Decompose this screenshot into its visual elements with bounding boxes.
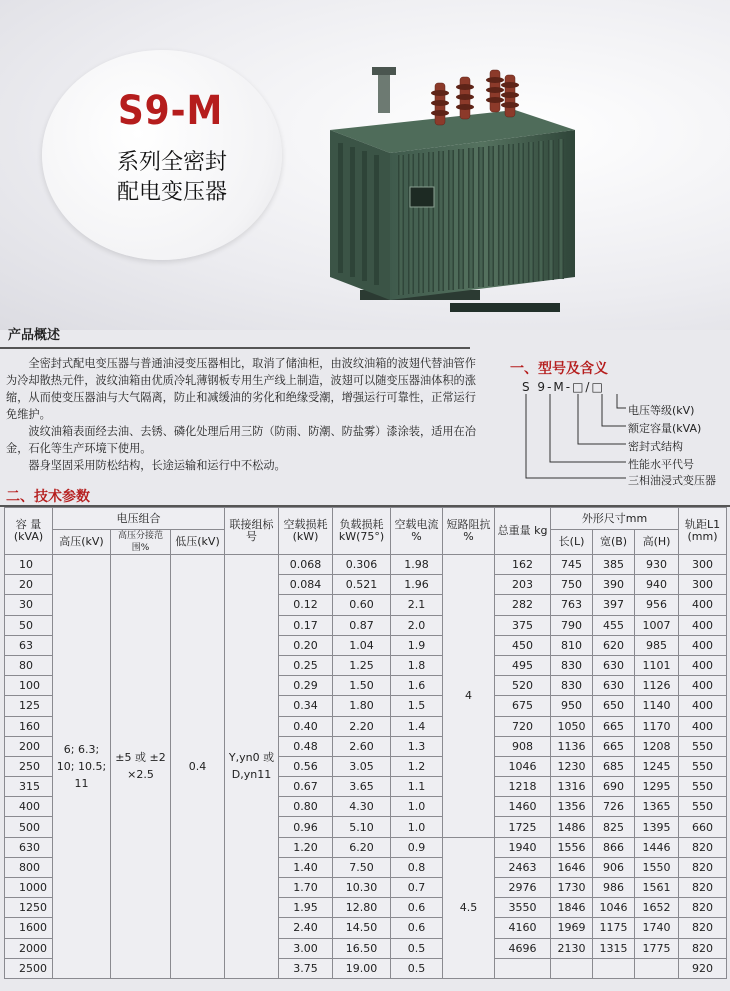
product-name-line1: 系列全密封 (116, 150, 227, 175)
cell-load-loss: 0.306 (333, 555, 391, 575)
cell-weight: 520 (495, 676, 551, 696)
cell-capacity: 2500 (5, 958, 53, 978)
cell-gauge: 820 (679, 857, 727, 877)
cell-capacity: 20 (5, 575, 53, 595)
cell-gauge: 300 (679, 555, 727, 575)
cell-gauge: 660 (679, 817, 727, 837)
cell-height (635, 958, 679, 978)
cell-height: 1652 (635, 898, 679, 918)
cell-height: 1170 (635, 716, 679, 736)
cell-no-load-loss: 0.34 (279, 696, 333, 716)
cell-load-loss: 1.04 (333, 635, 391, 655)
header-dimensions: 外形尺寸mm (551, 508, 679, 530)
cell-no-load-current: 0.8 (391, 857, 443, 877)
cell-width (593, 958, 635, 978)
header-tap-range: 高压分接范围% (111, 530, 171, 555)
cell-weight: 1046 (495, 756, 551, 776)
cell-width: 650 (593, 696, 635, 716)
cell-length: 745 (551, 555, 593, 575)
cell-weight: 4160 (495, 918, 551, 938)
cell-weight: 375 (495, 615, 551, 635)
cell-length: 1230 (551, 756, 593, 776)
header-lv: 低压(kV) (171, 530, 225, 555)
overview-text (6, 355, 476, 474)
cell-no-load-loss: 1.20 (279, 837, 333, 857)
cell-height: 1740 (635, 918, 679, 938)
cell-weight: 1218 (495, 777, 551, 797)
cell-width: 455 (593, 615, 635, 635)
cell-weight: 908 (495, 736, 551, 756)
cell-capacity: 400 (5, 797, 53, 817)
cell-height: 1446 (635, 837, 679, 857)
cell-height: 1775 (635, 938, 679, 958)
cell-no-load-loss: 0.20 (279, 635, 333, 655)
cell-gauge: 550 (679, 777, 727, 797)
cell-width: 385 (593, 555, 635, 575)
cell-length: 763 (551, 595, 593, 615)
cell-load-loss: 19.00 (333, 958, 391, 978)
cell-no-load-current: 1.6 (391, 676, 443, 696)
cell-no-load-current: 1.96 (391, 575, 443, 595)
cell-width: 726 (593, 797, 635, 817)
cell-capacity: 1600 (5, 918, 53, 938)
cell-capacity: 500 (5, 817, 53, 837)
cell-no-load-current: 0.5 (391, 938, 443, 958)
cell-weight: 2976 (495, 878, 551, 898)
cell-width: 665 (593, 716, 635, 736)
cell-load-loss: 1.25 (333, 655, 391, 675)
cell-no-load-loss: 0.29 (279, 676, 333, 696)
cell-length: 810 (551, 635, 593, 655)
cell-capacity: 630 (5, 837, 53, 857)
cell-capacity: 30 (5, 595, 53, 615)
cell-hv-merged: 6; 6.3; 10; 10.5; 11 (53, 555, 111, 979)
cell-no-load-current: 1.1 (391, 777, 443, 797)
overview-paragraph: 波纹油箱表面经去油、去锈、磷化处理后用三防（防雨、防潮、防盐雾）漆涂装，适用在冶金，石化等生产环境下使用。 (6, 425, 476, 455)
cell-width: 690 (593, 777, 635, 797)
cell-no-load-loss: 0.48 (279, 736, 333, 756)
header-hv: 高压(kV) (53, 530, 111, 555)
cell-no-load-current: 0.5 (391, 958, 443, 978)
cell-capacity: 10 (5, 555, 53, 575)
cell-no-load-loss: 3.75 (279, 958, 333, 978)
cell-width: 825 (593, 817, 635, 837)
cell-no-load-current: 0.7 (391, 878, 443, 898)
cell-weight: 162 (495, 555, 551, 575)
cell-tap-merged: ±5 或 ±2 ×2.5 (111, 555, 171, 979)
cell-capacity: 160 (5, 716, 53, 736)
cell-weight: 720 (495, 716, 551, 736)
cell-gauge: 920 (679, 958, 727, 978)
cell-weight: 4696 (495, 938, 551, 958)
cell-capacity: 800 (5, 857, 53, 877)
cell-length: 2130 (551, 938, 593, 958)
cell-no-load-loss: 0.40 (279, 716, 333, 736)
cell-width: 630 (593, 676, 635, 696)
cell-no-load-current: 0.6 (391, 918, 443, 938)
cell-width: 665 (593, 736, 635, 756)
cell-impedance-merged: 4 (443, 555, 495, 838)
model-item-voltage: 电压等级(kV) (628, 404, 695, 417)
cell-no-load-current: 1.9 (391, 635, 443, 655)
cell-no-load-current: 1.8 (391, 655, 443, 675)
cell-gauge: 550 (679, 736, 727, 756)
cell-height: 930 (635, 555, 679, 575)
cell-height: 1126 (635, 676, 679, 696)
cell-weight: 2463 (495, 857, 551, 877)
cell-gauge: 820 (679, 837, 727, 857)
cell-no-load-current: 1.0 (391, 817, 443, 837)
cell-no-load-current: 1.4 (391, 716, 443, 736)
header-weight: 总重量 kg (495, 508, 551, 555)
cell-length: 1356 (551, 797, 593, 817)
cell-width: 1175 (593, 918, 635, 938)
cell-gauge: 820 (679, 918, 727, 938)
cell-length: 830 (551, 676, 593, 696)
model-item-capacity: 额定容量(kVA) (628, 422, 702, 435)
cell-gauge: 400 (679, 696, 727, 716)
cell-gauge: 550 (679, 756, 727, 776)
cell-length: 790 (551, 615, 593, 635)
cell-gauge: 400 (679, 716, 727, 736)
cell-capacity: 250 (5, 756, 53, 776)
cell-width: 390 (593, 575, 635, 595)
model-heading: 一、型号及含义 (510, 361, 608, 377)
cell-length: 750 (551, 575, 593, 595)
table-row (5, 555, 727, 575)
cell-no-load-loss: 0.96 (279, 817, 333, 837)
model-item-performance: 性能水平代号 (628, 458, 694, 471)
cell-gauge: 400 (679, 635, 727, 655)
product-name-line2: 配电变压器 (116, 180, 227, 205)
header-no-load-loss: 空载损耗 (kW) (279, 508, 333, 555)
cell-width: 685 (593, 756, 635, 776)
cell-length: 1556 (551, 837, 593, 857)
cell-no-load-loss: 0.084 (279, 575, 333, 595)
overview-paragraph: 器身坚固采用防松结构，长途运输和运行中不松动。 (28, 459, 286, 472)
cell-load-loss: 16.50 (333, 938, 391, 958)
cell-load-loss: 6.20 (333, 837, 391, 857)
cell-vector-merged: Y,yn0 或 D,yn11 (225, 555, 279, 979)
cell-load-loss: 5.10 (333, 817, 391, 837)
cell-no-load-current: 1.0 (391, 797, 443, 817)
cell-no-load-current: 1.2 (391, 756, 443, 776)
spec-table-body (5, 555, 727, 979)
cell-lv-merged: 0.4 (171, 555, 225, 979)
cell-weight (495, 958, 551, 978)
transformer-photo (300, 55, 600, 330)
cell-capacity: 315 (5, 777, 53, 797)
cell-length: 830 (551, 655, 593, 675)
cell-height: 940 (635, 575, 679, 595)
cell-no-load-current: 2.1 (391, 595, 443, 615)
cell-load-loss: 3.65 (333, 777, 391, 797)
tech-heading: 二、技术参数 (6, 489, 90, 505)
cell-weight: 495 (495, 655, 551, 675)
cell-gauge: 400 (679, 615, 727, 635)
cell-load-loss: 0.521 (333, 575, 391, 595)
model-code: S 9-M-□/□ (522, 380, 605, 394)
cell-load-loss: 0.87 (333, 615, 391, 635)
cell-weight: 1725 (495, 817, 551, 837)
cell-length: 1646 (551, 857, 593, 877)
cell-capacity: 125 (5, 696, 53, 716)
cell-gauge: 400 (679, 676, 727, 696)
cell-no-load-loss: 0.25 (279, 655, 333, 675)
header-gauge: 轨距L1 (mm) (679, 508, 727, 555)
cell-length: 1486 (551, 817, 593, 837)
cell-capacity: 1250 (5, 898, 53, 918)
header-width: 宽(B) (593, 530, 635, 555)
cell-load-loss: 2.60 (333, 736, 391, 756)
model-item-type: 三相油浸式变压器 (628, 474, 716, 487)
cell-no-load-loss: 1.40 (279, 857, 333, 877)
cell-load-loss: 12.80 (333, 898, 391, 918)
cell-height: 1007 (635, 615, 679, 635)
cell-weight: 282 (495, 595, 551, 615)
cell-weight: 675 (495, 696, 551, 716)
cell-no-load-current: 1.98 (391, 555, 443, 575)
cell-height: 1101 (635, 655, 679, 675)
cell-gauge: 820 (679, 938, 727, 958)
cell-gauge: 820 (679, 878, 727, 898)
cell-height: 1245 (635, 756, 679, 776)
cell-load-loss: 1.50 (333, 676, 391, 696)
cell-no-load-loss: 1.95 (279, 898, 333, 918)
header-impedance: 短路阻抗 % (443, 508, 495, 555)
cell-length: 1050 (551, 716, 593, 736)
cell-gauge: 300 (679, 575, 727, 595)
cell-load-loss: 10.30 (333, 878, 391, 898)
cell-load-loss: 14.50 (333, 918, 391, 938)
cell-no-load-loss: 3.00 (279, 938, 333, 958)
cell-capacity: 1000 (5, 878, 53, 898)
cell-no-load-current: 2.0 (391, 615, 443, 635)
cell-weight: 203 (495, 575, 551, 595)
cell-no-load-loss: 0.068 (279, 555, 333, 575)
cell-height: 1395 (635, 817, 679, 837)
cell-width: 620 (593, 635, 635, 655)
cell-height: 956 (635, 595, 679, 615)
cell-no-load-current: 1.5 (391, 696, 443, 716)
cell-capacity: 100 (5, 676, 53, 696)
cell-weight: 450 (495, 635, 551, 655)
cell-length: 950 (551, 696, 593, 716)
cell-weight: 1940 (495, 837, 551, 857)
cell-capacity: 50 (5, 615, 53, 635)
cell-no-load-current: 0.6 (391, 898, 443, 918)
cell-no-load-loss: 0.56 (279, 756, 333, 776)
cell-width: 630 (593, 655, 635, 675)
cell-no-load-loss: 0.67 (279, 777, 333, 797)
header-height: 高(H) (635, 530, 679, 555)
cell-no-load-loss: 2.40 (279, 918, 333, 938)
cell-gauge: 820 (679, 898, 727, 918)
cell-height: 1140 (635, 696, 679, 716)
cell-no-load-current: 1.3 (391, 736, 443, 756)
cell-height: 1365 (635, 797, 679, 817)
cell-load-loss: 2.20 (333, 716, 391, 736)
cell-height: 1561 (635, 878, 679, 898)
cell-height: 1208 (635, 736, 679, 756)
cell-load-loss: 1.80 (333, 696, 391, 716)
cell-load-loss: 4.30 (333, 797, 391, 817)
cell-width: 866 (593, 837, 635, 857)
cell-load-loss: 0.60 (333, 595, 391, 615)
cell-length: 1136 (551, 736, 593, 756)
cell-no-load-loss: 0.17 (279, 615, 333, 635)
cell-height: 1295 (635, 777, 679, 797)
cell-load-loss: 3.05 (333, 756, 391, 776)
cell-gauge: 400 (679, 655, 727, 675)
cell-gauge: 400 (679, 595, 727, 615)
cell-capacity: 2000 (5, 938, 53, 958)
cell-impedance-merged: 4.5 (443, 837, 495, 978)
cell-capacity: 63 (5, 635, 53, 655)
cell-height: 1550 (635, 857, 679, 877)
cell-length: 1730 (551, 878, 593, 898)
header-capacity: 容 量 (kVA) (5, 508, 53, 555)
cell-weight: 1460 (495, 797, 551, 817)
header-vector-group: 联接组标号 (225, 508, 279, 555)
header-no-load-current: 空载电流 % (391, 508, 443, 555)
cell-length (551, 958, 593, 978)
overview-heading: 产品概述 (0, 325, 470, 349)
cell-no-load-loss: 0.80 (279, 797, 333, 817)
cell-width: 906 (593, 857, 635, 877)
cell-capacity: 200 (5, 736, 53, 756)
cell-length: 1969 (551, 918, 593, 938)
overview-paragraph: 全密封式配电变压器与普通油浸变压器相比，取消了储油柜，由波纹油箱的波翅代替油管作为冷却散热元件，波纹油箱由优质冷轧薄钢板专用生产线上制造，波翅可以随变压器油体积的涨缩，从而使变压器油与大气隔离，防止和减缓油的劣化和绝缘受潮，增强运行可靠性，正常运行免维护。 (6, 357, 476, 421)
cell-capacity: 80 (5, 655, 53, 675)
header-load-loss: 负载损耗 kW(75°) (333, 508, 391, 555)
header-voltage-group: 电压组合 (53, 508, 225, 530)
cell-length: 1316 (551, 777, 593, 797)
model-item-sealed: 密封式结构 (628, 440, 683, 453)
cell-width: 986 (593, 878, 635, 898)
cell-width: 1046 (593, 898, 635, 918)
cell-load-loss: 7.50 (333, 857, 391, 877)
cell-weight: 3550 (495, 898, 551, 918)
cell-no-load-current: 0.9 (391, 837, 443, 857)
product-code: S9-M (117, 88, 224, 134)
cell-no-load-loss: 1.70 (279, 878, 333, 898)
product-name (92, 148, 252, 208)
cell-length: 1846 (551, 898, 593, 918)
cell-no-load-loss: 0.12 (279, 595, 333, 615)
spec-table (4, 507, 727, 979)
cell-width: 397 (593, 595, 635, 615)
cell-gauge: 550 (679, 797, 727, 817)
cell-width: 1315 (593, 938, 635, 958)
header-length: 长(L) (551, 530, 593, 555)
cell-height: 985 (635, 635, 679, 655)
